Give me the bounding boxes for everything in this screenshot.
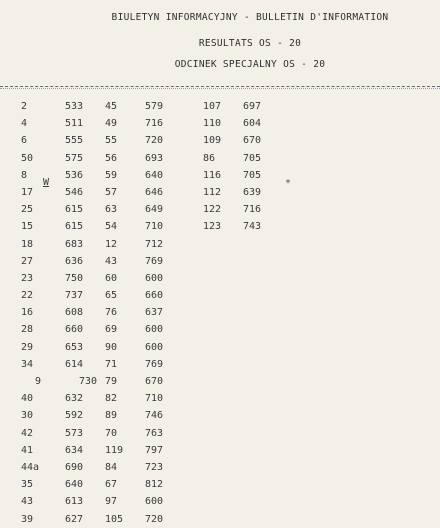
car-number: 70: [105, 427, 118, 439]
result-row: [21, 442, 105, 459]
stage-time: 716: [243, 204, 262, 216]
car-number: 49: [105, 118, 118, 130]
result-row: [105, 115, 185, 132]
car-number: 42: [21, 427, 34, 439]
stage-time: 649: [145, 204, 164, 216]
results-title: RESULTATS OS - 20: [198, 38, 302, 49]
stage-time: 600: [145, 324, 164, 336]
car-number: 15: [21, 221, 34, 233]
header-divider-secondary: [0, 88, 440, 89]
result-row: [203, 201, 283, 218]
stage-time: 604: [243, 118, 262, 130]
car-number: 34: [21, 358, 34, 370]
car-number: 23: [21, 272, 34, 284]
stage-time: 636: [65, 255, 84, 267]
result-row: [21, 287, 105, 304]
stage-time: 573: [65, 427, 84, 439]
stage-time: 627: [65, 513, 84, 525]
stage-time: 639: [243, 186, 262, 198]
stage-time: 660: [65, 324, 84, 336]
car-number: 18: [21, 238, 34, 250]
stage-time: 640: [65, 479, 84, 491]
stage-time: 697: [243, 101, 262, 112]
car-number: 59: [105, 169, 118, 181]
result-row: [105, 184, 185, 201]
stage-time: 683: [65, 238, 84, 250]
car-number: 9: [35, 376, 42, 387]
car-number: 8: [21, 169, 28, 181]
result-row: [105, 390, 185, 407]
car-number: 79: [105, 376, 118, 387]
stage-time: 750: [65, 272, 84, 284]
result-row: [21, 407, 105, 424]
car-number: 65: [105, 290, 118, 302]
result-row: [21, 236, 105, 253]
car-number: 56: [105, 152, 118, 164]
stage-time: 720: [145, 513, 164, 525]
stage-time: 634: [65, 444, 84, 456]
results-column-2: [105, 98, 185, 528]
result-row: [105, 218, 185, 235]
car-number: 90: [105, 341, 118, 353]
stage-time: 812: [145, 479, 164, 491]
car-number: 82: [105, 393, 118, 405]
car-number: 54: [105, 221, 118, 233]
stage-time: 600: [145, 272, 164, 284]
results-column-3: [203, 98, 283, 236]
stage-time: 693: [145, 152, 164, 164]
result-row: [203, 167, 283, 184]
stage-time: 769: [145, 255, 164, 267]
car-number: 50: [21, 152, 34, 164]
car-number: 71: [105, 358, 118, 370]
car-number: 43: [21, 496, 34, 508]
result-row: [203, 218, 283, 235]
car-number: 110: [203, 118, 222, 130]
stage-time: 536: [65, 169, 84, 181]
stage-title: ODCINEK SPECJALNY OS - 20: [174, 59, 326, 70]
result-row: [21, 459, 105, 476]
bulletin-title: BIULETYN INFORMACYJNY - BULLETIN D'INFORMATION: [111, 12, 389, 23]
result-row: [21, 356, 105, 373]
stage-time: 533: [65, 101, 84, 112]
star-mark: *: [285, 178, 292, 189]
stage-time: 614: [65, 358, 84, 370]
stage-time: 690: [65, 461, 84, 473]
stage-time: 730: [79, 376, 98, 387]
car-number: 60: [105, 272, 118, 284]
stage-time: 660: [145, 290, 164, 302]
result-row: [105, 236, 185, 253]
car-number: 119: [105, 444, 124, 456]
result-row: [105, 511, 185, 528]
result-row: [21, 304, 105, 321]
result-row: [21, 390, 105, 407]
stage-time: 743: [243, 221, 262, 233]
result-row: [21, 476, 105, 493]
stage-time: 737: [65, 290, 84, 302]
car-number: 116: [203, 169, 222, 181]
stage-time: 637: [145, 307, 164, 319]
car-number: 97: [105, 496, 118, 508]
result-row: [21, 115, 105, 132]
result-row: [21, 493, 105, 510]
stage-time: 705: [243, 169, 262, 181]
stage-time: 797: [145, 444, 164, 456]
stage-time: 746: [145, 410, 164, 422]
stage-time: 555: [65, 135, 84, 147]
car-number: 57: [105, 186, 118, 198]
car-number: 30: [21, 410, 34, 422]
result-row: [105, 476, 185, 493]
car-number: 69: [105, 324, 118, 336]
stage-time: 640: [145, 169, 164, 181]
result-row: [21, 184, 105, 201]
stage-time: 613: [65, 496, 84, 508]
stage-time: 615: [65, 204, 84, 216]
stage-time: 600: [145, 496, 164, 508]
stage-time: 600: [145, 341, 164, 353]
stage-time: 710: [145, 221, 164, 233]
car-number: 39: [21, 513, 34, 525]
car-number: 55: [105, 135, 118, 147]
results-column-1: [21, 98, 105, 528]
stage-time: 579: [145, 101, 164, 112]
result-row: [203, 132, 283, 149]
result-row: [105, 287, 185, 304]
car-number: 17: [21, 186, 34, 198]
car-number: 109: [203, 135, 222, 147]
result-row: [21, 425, 105, 442]
car-number: 25: [21, 204, 34, 216]
result-row: [105, 167, 185, 184]
car-number: 105: [105, 513, 124, 525]
handwritten-w-mark: W: [43, 177, 50, 188]
stage-time: 546: [65, 186, 84, 198]
car-number: 123: [203, 221, 222, 233]
car-number: 107: [203, 101, 222, 112]
car-number: 28: [21, 324, 34, 336]
stage-time: 720: [145, 135, 164, 147]
result-row: [21, 201, 105, 218]
result-row: [203, 150, 283, 167]
car-number: 16: [21, 307, 34, 319]
result-row: [105, 132, 185, 149]
car-number: 89: [105, 410, 118, 422]
car-number: 67: [105, 479, 118, 491]
car-number: 86: [203, 152, 216, 164]
result-row: [105, 442, 185, 459]
car-number: 63: [105, 204, 118, 216]
result-row: [21, 339, 105, 356]
header-divider: [0, 86, 440, 87]
stage-time: 705: [243, 152, 262, 164]
car-number: 76: [105, 307, 118, 319]
car-number: 43: [105, 255, 118, 267]
stage-time: 710: [145, 393, 164, 405]
result-row: [105, 98, 185, 115]
stage-time: 763: [145, 427, 164, 439]
car-number: 45: [105, 101, 118, 112]
car-number: 27: [21, 255, 34, 267]
result-row: [21, 373, 105, 390]
stage-time: 653: [65, 341, 84, 353]
stage-time: 769: [145, 358, 164, 370]
result-row: [203, 184, 283, 201]
car-number: 12: [105, 238, 118, 250]
result-row: [105, 304, 185, 321]
car-number: 29: [21, 341, 34, 353]
result-row: [105, 339, 185, 356]
stage-time: 575: [65, 152, 84, 164]
car-number: 6: [21, 135, 28, 147]
stage-time: 723: [145, 461, 164, 473]
result-row: [105, 356, 185, 373]
result-row: [105, 407, 185, 424]
result-row: [21, 511, 105, 528]
result-row: [105, 270, 185, 287]
result-row: [203, 98, 283, 115]
result-row: [21, 150, 105, 167]
result-row: [105, 321, 185, 338]
car-number: 2: [21, 101, 28, 112]
result-row: [105, 150, 185, 167]
stage-time: 511: [65, 118, 84, 130]
result-row: [203, 115, 283, 132]
result-row: [21, 321, 105, 338]
car-number: 84: [105, 461, 118, 473]
stage-time: 670: [145, 376, 164, 387]
car-number: 122: [203, 204, 222, 216]
result-row: [21, 98, 105, 115]
car-number: 112: [203, 186, 222, 198]
result-row: [105, 201, 185, 218]
result-row: [21, 253, 105, 270]
stage-time: 646: [145, 186, 164, 198]
result-row: [105, 253, 185, 270]
result-row: [105, 493, 185, 510]
result-row: [21, 167, 105, 184]
car-number: 22: [21, 290, 34, 302]
stage-time: 712: [145, 238, 164, 250]
result-row: [105, 459, 185, 476]
car-number: 4: [21, 118, 28, 130]
result-row: [21, 132, 105, 149]
car-number: 44a: [21, 461, 40, 473]
stage-time: 670: [243, 135, 262, 147]
car-number: 35: [21, 479, 34, 491]
result-row: [105, 373, 185, 390]
result-row: [21, 270, 105, 287]
car-number: 40: [21, 393, 34, 405]
stage-time: 615: [65, 221, 84, 233]
result-row: [21, 218, 105, 235]
stage-time: 716: [145, 118, 164, 130]
result-row: [105, 425, 185, 442]
stage-time: 608: [65, 307, 84, 319]
car-number: 41: [21, 444, 34, 456]
stage-time: 632: [65, 393, 84, 405]
stage-time: 592: [65, 410, 84, 422]
